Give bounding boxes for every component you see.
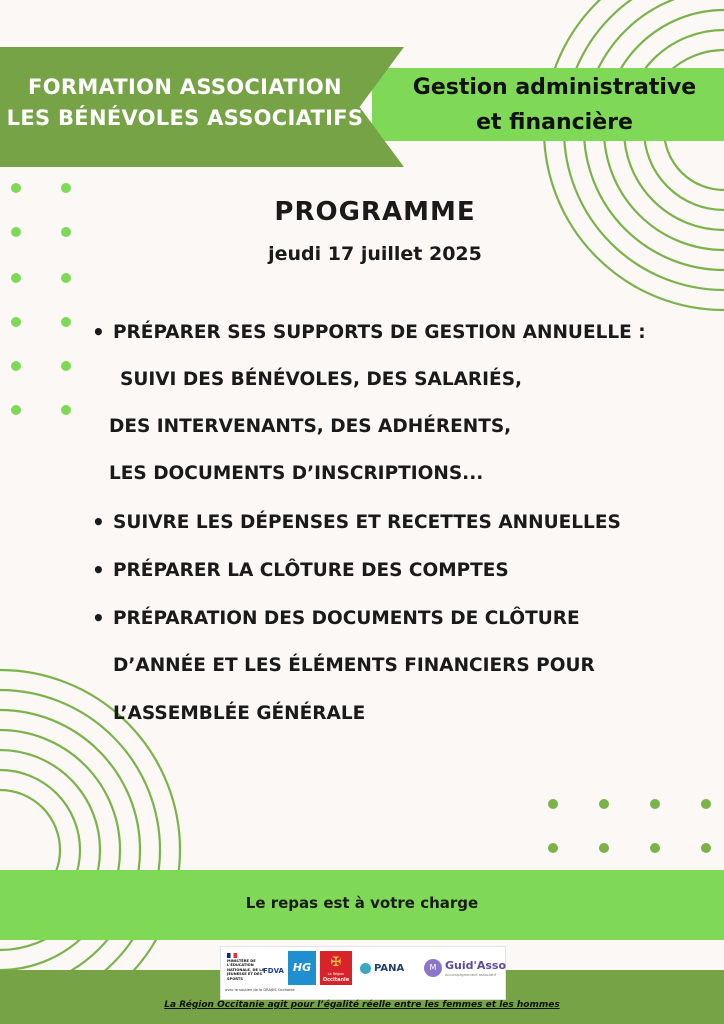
region-equality-statement: La Région Occitanie agit pour l’égalité réelle entre les femmes et les hommes [164,1000,560,1010]
occitan-cross-icon: ✠ [330,955,342,970]
header-training-line1: FORMATION ASSOCIATION [28,75,342,99]
header-subject-line2: et financière [476,110,633,135]
occitanie-region-label: La Région [327,972,345,976]
program-item-1-line1: PRÉPARER SES SUPPORTS DE GESTION ANNUELLE : [113,322,646,343]
pana-logo: PANA [374,963,405,974]
guidasso-icon: M [424,959,442,977]
occitanie-logo [320,951,352,985]
arc-lines-top-right [544,0,724,310]
program-item-4-line3: L’ASSEMBLÉE GÉNÉRALE [113,703,366,724]
header-training-title [0,72,370,134]
header-training-line2: LES BÉNÉVOLES ASSOCIATIFS [6,106,364,130]
program-date: jeudi 17 juillet 2025 [268,243,482,265]
bullet-icon: • [92,606,105,630]
bullet-icon: • [92,320,105,344]
hg-logo: HG [288,951,316,985]
pana-icon [360,963,371,974]
program-item-4-line1: PRÉPARATION DES DOCUMENTS DE CLÔTURE [113,608,580,629]
partner-logos [220,946,506,1000]
dot-grid-left [11,183,71,415]
program-title: PROGRAMME [274,197,476,227]
program-item-3: PRÉPARER LA CLÔTURE DES COMPTES [113,560,509,581]
header-subject [385,70,724,140]
french-flag-icon [227,953,237,958]
bullet-icon: • [92,510,105,534]
guidasso-logo: Guid'Asso [445,959,507,972]
program-item-4-line2: D’ANNÉE ET LES ÉLÉMENTS FINANCIERS POUR [113,655,595,676]
occitanie-logo-text: Occitanie [322,977,350,983]
fdva-logo: FDVA [263,967,284,975]
header-subject-line1: Gestion administrative [412,75,697,100]
meal-notice: Le repas est à votre charge [245,894,479,912]
program-item-2: SUIVRE LES DÉPENSES ET RECETTES ANNUELLES [113,512,621,533]
bullet-icon: • [92,558,105,582]
program-item-1-line2: SUIVI DES BÉNÉVOLES, DES SALARIÉS, [120,369,523,390]
program-item-1-line3: DES INTERVENANTS, DES ADHÉRENTS, [109,416,512,437]
program-item-1-line4: LES DOCUMENTS D’INSCRIPTIONS... [109,463,484,484]
dot-grid-right [548,799,711,853]
guidasso-subtitle: Accompagnement associatif [445,973,496,977]
ministry-logo-text: MINISTÈRE DE L'ÉDUCATION NATIONALE, DE LA JEUNESSE ET DES SPORTS [227,959,265,981]
drajes-support-text: avec le soutien de la DRAJES Occitanie [225,988,295,992]
